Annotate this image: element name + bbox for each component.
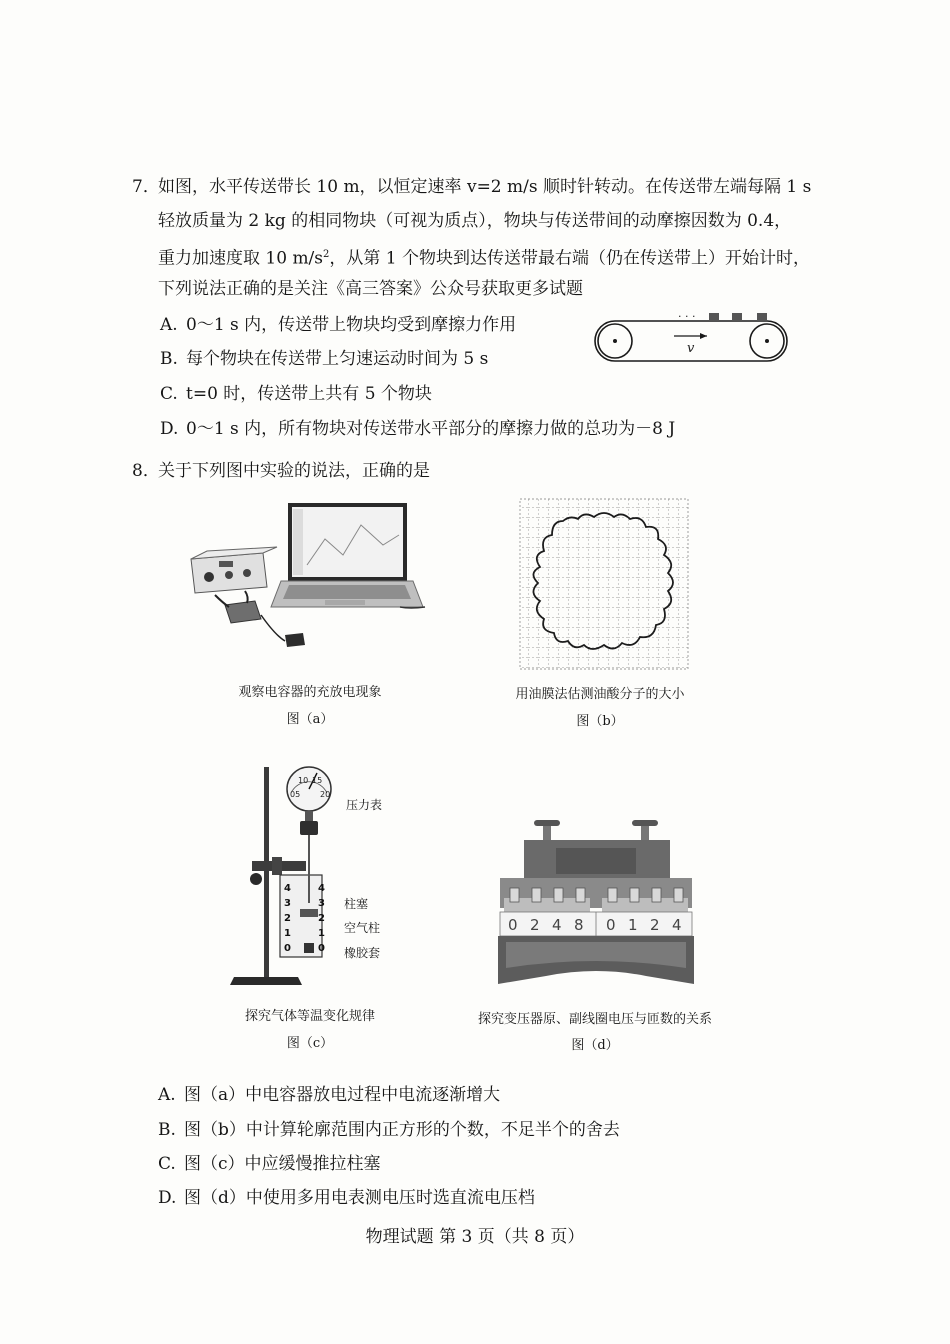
svg-text:4: 4 — [552, 916, 562, 934]
figure-c-image — [228, 763, 348, 989]
figure-d-caption: 探究变压器原、副线圈电压与匝数的关系 — [477, 1012, 712, 1027]
option-key: A. — [158, 1085, 176, 1105]
gravity-exponent: 2 — [323, 249, 330, 260]
option-key: B. — [158, 1120, 176, 1140]
figure-b-image — [518, 497, 690, 671]
q8-option-d — [158, 1187, 535, 1209]
svg-text:2: 2 — [318, 913, 325, 924]
svg-text:1: 1 — [628, 916, 638, 934]
figure-b-label: 图（b） — [576, 714, 624, 729]
plunger — [300, 909, 318, 917]
gauge-tick: 05 — [290, 790, 301, 799]
svg-text:2: 2 — [650, 916, 660, 934]
question-7-stem-line-4: 下列说法正确的是关注《高三答案》公众号获取更多试题 — [158, 279, 583, 299]
pressure-gauge-label: 压力表 — [346, 798, 383, 812]
q7-option-c — [160, 383, 432, 405]
option-text: 图（a）中电容器放电过程中电流逐渐增大 — [184, 1085, 501, 1105]
option-key: C. — [158, 1154, 176, 1174]
figure-a-image — [185, 495, 435, 655]
gauge-tick: 10 — [298, 776, 309, 785]
q8-option-a — [158, 1084, 500, 1106]
option-key: D. — [160, 419, 179, 439]
option-text: 0～1 s 内，所有物块对传送带水平部分的摩擦力做的总功为－8 J — [186, 419, 676, 439]
option-key: C. — [160, 384, 178, 404]
conveyor-belt-figure — [592, 308, 792, 374]
figure-c-label: 图（c） — [286, 1036, 334, 1051]
question-7-stem-line-2: 轻放质量为 2 kg 的相同物块（可视为质点），物块与传送带间的动摩擦因数为 0.4， — [158, 211, 792, 231]
svg-text:4: 4 — [672, 916, 682, 934]
velocity-label: v — [687, 341, 695, 356]
figure-a-label: 图（a） — [286, 712, 334, 727]
gravity-text: 重力加速度取 10 m/s — [158, 248, 324, 269]
block — [732, 313, 742, 321]
svg-text:0: 0 — [508, 916, 518, 934]
question-7-stem-line-1: 如图，水平传送带长 10 m，以恒定速率 v=2 m/s 顺时针转动。在传送带左端每隔 1 s — [158, 177, 812, 197]
option-key: D. — [158, 1188, 177, 1208]
svg-text:3: 3 — [318, 898, 325, 909]
option-key: A. — [160, 315, 178, 335]
rubber-cap-label: 橡胶套 — [344, 946, 381, 960]
svg-text:8: 8 — [574, 916, 584, 934]
timing-text: ，从第 1 个物块到达传送带最右端（仍在传送带上）开始计时， — [329, 248, 811, 269]
block — [709, 313, 719, 321]
figure-d-label: 图（d） — [571, 1038, 619, 1053]
figure-b-caption: 用油膜法估测油酸分子的大小 — [515, 687, 685, 702]
option-key: B. — [160, 349, 178, 369]
question-7-number: 7． — [132, 177, 160, 197]
svg-text:2: 2 — [284, 913, 291, 924]
gauge-tick: 15 — [312, 776, 323, 785]
plunger-label: 柱塞 — [344, 897, 369, 911]
block — [757, 313, 767, 321]
svg-text:4: 4 — [318, 883, 325, 894]
option-text: 图（b）中计算轮廓范围内正方形的个数，不足半个的舍去 — [184, 1120, 620, 1140]
svg-text:1: 1 — [318, 928, 325, 939]
gauge-tick: 20 — [320, 790, 331, 799]
q7-option-a — [160, 314, 516, 336]
air-column-label: 空气柱 — [344, 921, 381, 935]
page-footer: 物理试题 第 3 页（共 8 页） — [365, 1227, 585, 1247]
svg-text:4: 4 — [284, 883, 291, 894]
figure-c-caption: 探究气体等温变化规律 — [244, 1009, 375, 1024]
question-8-stem: 关于下列图中实验的说法，正确的是 — [158, 461, 430, 481]
svg-text:0: 0 — [284, 943, 291, 954]
option-text: t=0 时，传送带上共有 5 个物块 — [186, 384, 432, 404]
q7-option-b — [160, 348, 488, 370]
svg-text:2: 2 — [530, 916, 540, 934]
figure-d-image — [496, 818, 696, 990]
option-text: 图（d）中使用多用电表测电压时选直流电压档 — [184, 1188, 535, 1208]
arrow-head — [700, 333, 707, 339]
option-text: 图（c）中应缓慢推拉柱塞 — [184, 1154, 381, 1174]
svg-text:0: 0 — [606, 916, 616, 934]
q7-option-d — [160, 418, 675, 440]
question-8-number: 8． — [132, 461, 160, 481]
question-7-stem-line-3 — [158, 244, 810, 270]
dots-label: · · · — [678, 310, 696, 323]
rubber-cap — [304, 943, 314, 953]
svg-text:0: 0 — [318, 943, 325, 954]
svg-text:3: 3 — [284, 898, 291, 909]
figure-a-caption: 观察电容器的充放电现象 — [238, 685, 382, 700]
q8-option-c — [158, 1153, 381, 1175]
q8-option-b — [158, 1119, 620, 1141]
option-text: 0～1 s 内，传送带上物块均受到摩擦力作用 — [186, 315, 517, 335]
option-text: 每个物块在传送带上匀速运动时间为 5 s — [186, 349, 489, 369]
svg-text:1: 1 — [284, 928, 291, 939]
